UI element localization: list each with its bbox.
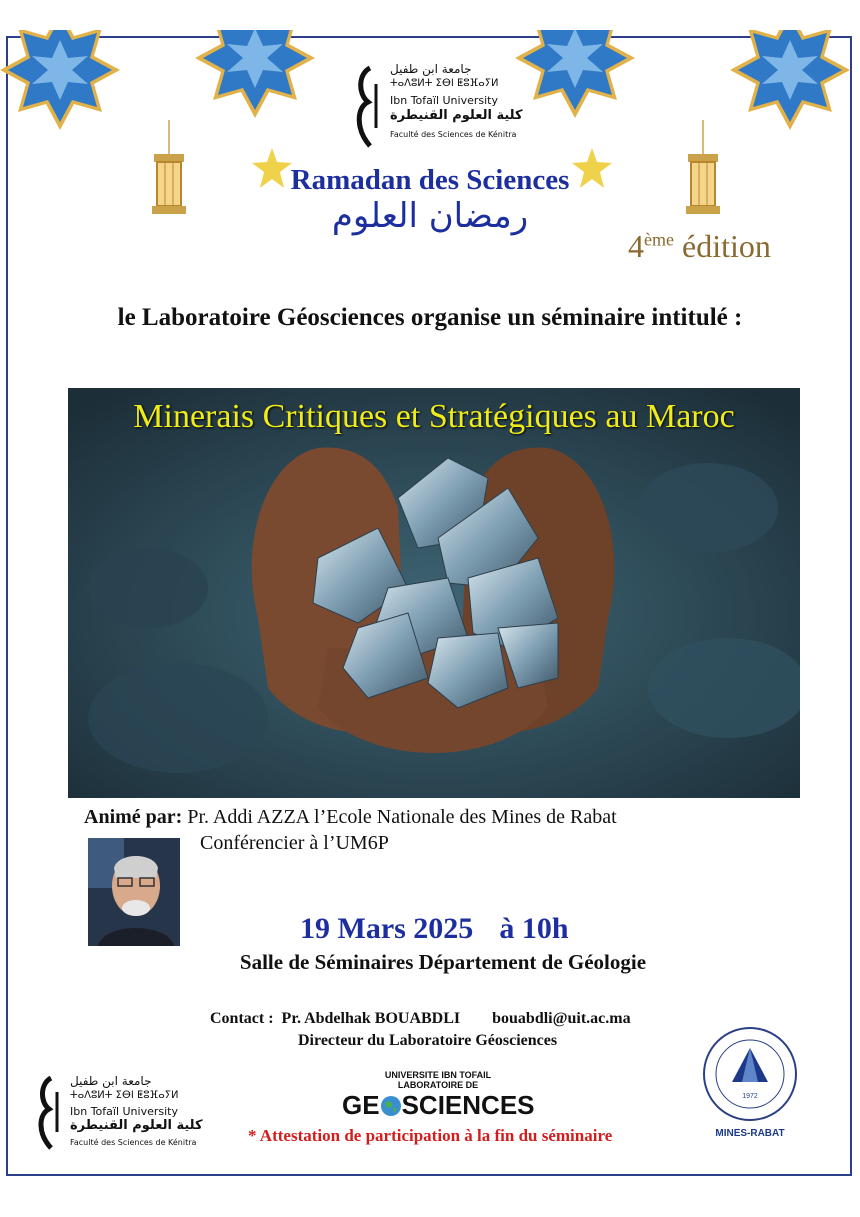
- intro-text: le Laboratoire Géosciences organise un séminaire intitulé :: [117, 304, 743, 331]
- edition-label: [628, 228, 771, 265]
- university-name-arabic: جامعة ابن طفيل: [390, 62, 472, 76]
- mines-logo-year: 1972: [742, 1093, 758, 1100]
- contact-line: [210, 1010, 631, 1028]
- edition-word: édition: [681, 228, 771, 264]
- event-venue: Salle de Séminaires Département de Géologie: [239, 950, 647, 974]
- speaker-photo: [88, 838, 180, 946]
- speaker-portrait: [88, 838, 180, 946]
- contact-role: Directeur du Laboratoire Géosciences: [298, 1032, 558, 1049]
- university-name-tifinagh: ⵜⴰⴷⵓⵍⵜ ⵉⴱⵏ ⵟⵓⴼⴰⵢⵍ: [390, 78, 499, 89]
- event-date: 19 Mars 2025: [300, 912, 474, 945]
- university-name-arabic: جامعة ابن طفيل: [70, 1074, 152, 1088]
- hands-holding-ore-illustration: [68, 388, 800, 798]
- university-name-english: Ibn Tofaïl University: [390, 94, 498, 107]
- contact-label: Contact :: [210, 1010, 274, 1027]
- edition-suffix: ème: [644, 229, 674, 250]
- attestation-note: * Attestation de participation à la fin du séminaire: [248, 1126, 613, 1145]
- geo-logo-word-a: GE: [342, 1090, 380, 1120]
- mines-logo-label: MINES-RABAT: [715, 1128, 785, 1139]
- faculty-name-arabic: كلية العلوم القنيطرة: [70, 1118, 203, 1133]
- university-name-tifinagh: ⵜⴰⴷⵓⵍⵜ ⵉⴱⵏ ⵟⵓⴼⴰⵢⵍ: [70, 1090, 179, 1101]
- globe-icon: [380, 1095, 402, 1117]
- geosciences-lab-logo: [336, 1070, 540, 1122]
- geo-logo-lab: LABORATOIRE DE: [397, 1080, 479, 1090]
- event-time: à 10h: [499, 912, 569, 945]
- series-title-french: Ramadan des Sciences: [290, 164, 570, 196]
- edition-number: 4: [628, 228, 644, 264]
- speaker-line-1: [84, 806, 617, 829]
- faculty-name-french: Faculté des Sciences de Kénitra: [390, 130, 517, 139]
- geo-logo-university: UNIVERSITE IBN TOFAIL: [384, 1070, 492, 1080]
- geo-logo-wordmark: [342, 1090, 535, 1121]
- faculty-name-french: Faculté des Sciences de Kénitra: [70, 1138, 197, 1147]
- contact-email[interactable]: bouabdli@uit.ac.ma: [492, 1010, 631, 1027]
- event-datetime: [300, 912, 569, 946]
- university-emblem-icon: [352, 64, 384, 150]
- geo-logo-word-b: SCIENCES: [401, 1090, 535, 1120]
- lantern-icon-right: [682, 120, 724, 224]
- university-logo-bottom: [34, 1074, 203, 1152]
- university-name-english: Ibn Tofaïl University: [70, 1105, 178, 1118]
- seminar-title: Minerais Critiques et Stratégiques au Maroc: [133, 398, 735, 435]
- mines-rabat-seal-icon: [700, 1026, 800, 1126]
- lantern-icon-left: [148, 120, 190, 224]
- speaker-affiliation: Conférencier à l’UM6P: [200, 832, 389, 854]
- university-logo: [352, 62, 523, 150]
- mines-rabat-logo: [700, 1026, 800, 1146]
- series-title-arabic: رمضان العلوم: [331, 196, 529, 236]
- faculty-name-arabic: كلية العلوم القنيطرة: [390, 108, 523, 123]
- speaker-label: Animé par:: [84, 806, 183, 828]
- speaker-name: Pr. Addi AZZA l’Ecole Nationale des Mines de Rabat: [187, 806, 617, 828]
- contact-name: Pr. Abdelhak BOUABDLI: [281, 1010, 461, 1027]
- university-emblem-icon: [34, 1074, 64, 1150]
- minerals-photo: [68, 388, 800, 798]
